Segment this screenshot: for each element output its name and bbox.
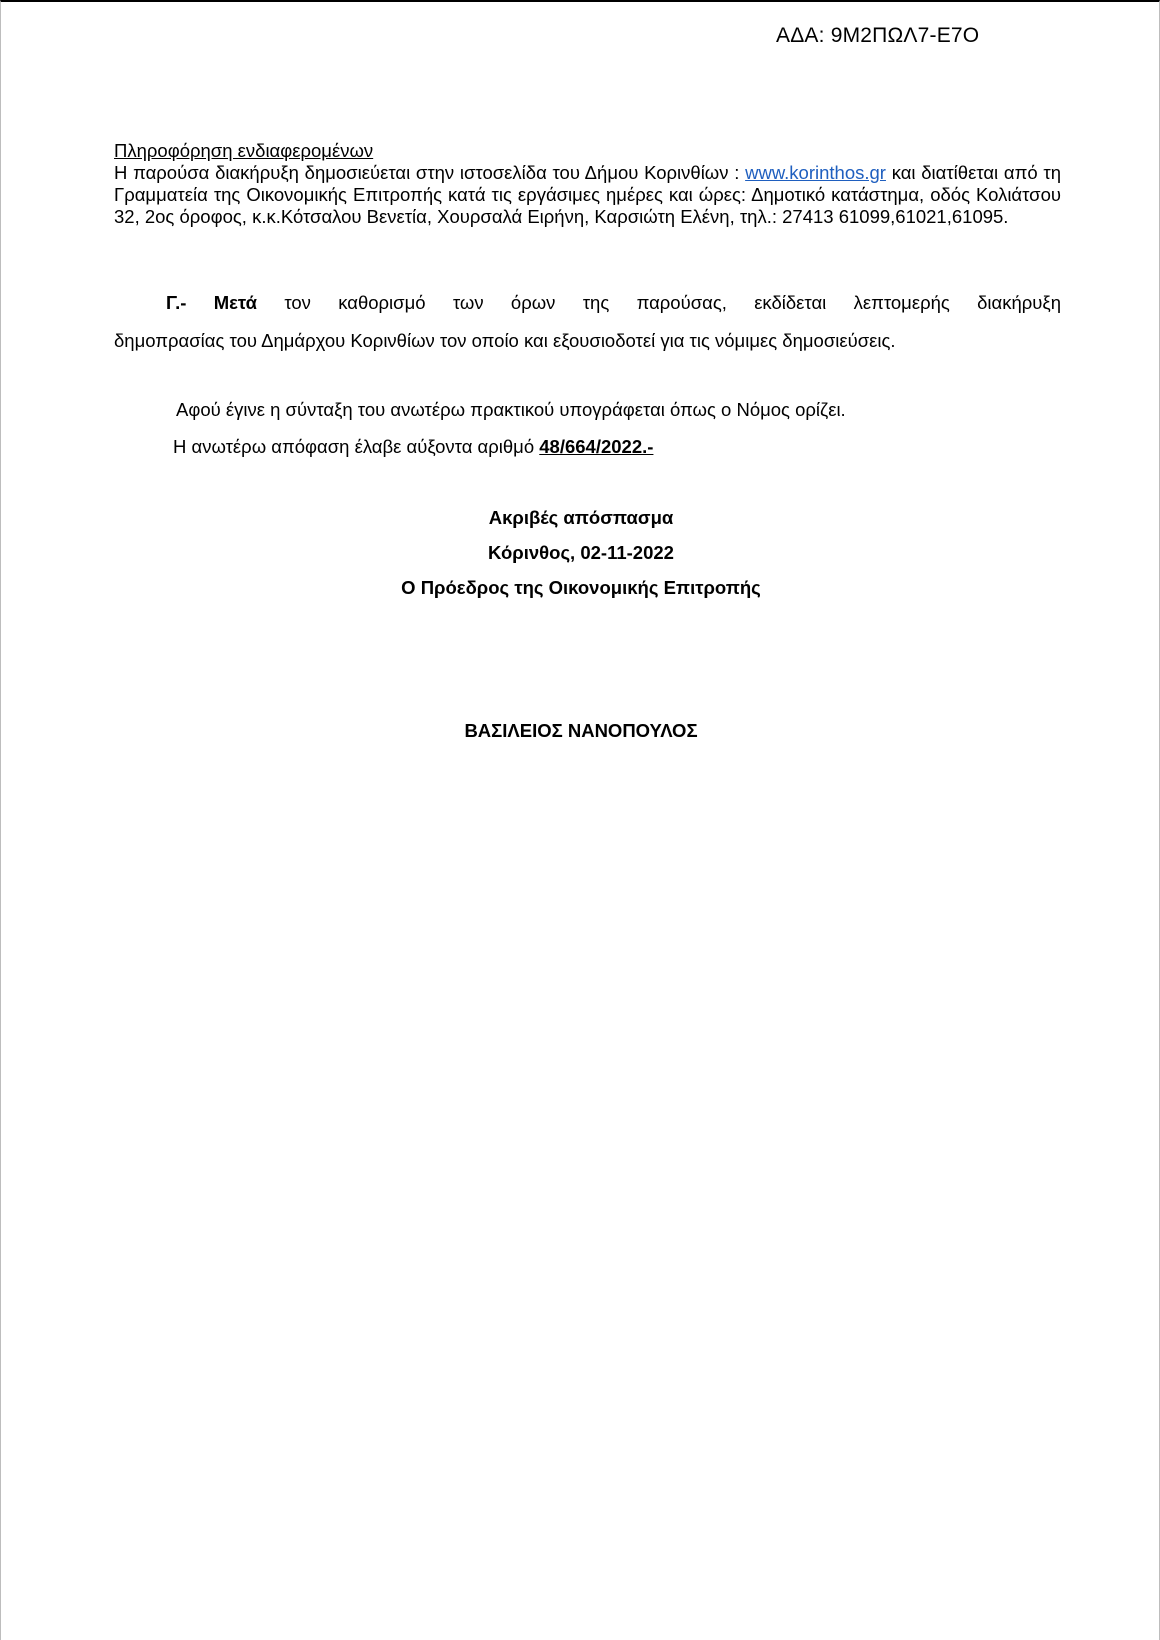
section-g-first-line: [114, 284, 1061, 322]
extract-label: Ακριβές απόσπασμα: [488, 507, 674, 528]
decision-line: [173, 436, 653, 458]
president-role: Ο Πρόεδρος της Οικονομικής Επιτροπής: [401, 577, 761, 598]
section-g-line2: δημοπρασίας του Δημάρχου Κορινθίων τον οποίο και εξουσιοδοτεί για τις νόμιμες δημοσιεύσεις.: [114, 330, 896, 351]
signature-statement: Αφού έγινε η σύνταξη του ανωτέρω πρακτικού υπογράφεται όπως ο Νόμος ορίζει.: [176, 399, 846, 420]
section-g-paragraph: [114, 284, 1061, 360]
decision-number: 48/664/2022.-: [539, 436, 654, 457]
info-text-before-link: Η παρούσα διακήρυξη δημοσιεύεται στην ιστοσελίδα του Δήμου Κορινθίων :: [114, 162, 746, 183]
section-g-line1: τον καθορισμό των όρων της παρούσας, εκδίδεται λεπτομερής διακήρυξη: [257, 292, 1061, 313]
info-paragraph: [114, 140, 1061, 228]
info-title: Πληροφόρηση ενδιαφερομένων: [114, 140, 374, 161]
info-text-after-link: και διατίθεται από τη Γραμματεία της Οικονομικής Επιτροπής κατά τις εργάσιμες ημέρες και ώρες: Δημοτικό κατάστημα, οδός Κολιάτσου 32, 2ος όροφος, κ.κ.Κότσαλου Βενετία, Χουρσαλά Ειρήνη, Καρσιώτη Ελένη, τηλ.: 27413 61099,61021,61095.: [114, 162, 1061, 227]
section-g-label: Γ.- Μετά: [166, 292, 258, 313]
signatory-name: ΒΑΣΙΛΕΙΟΣ ΝΑΝΟΠΟΥΛΟΣ: [464, 720, 698, 741]
decision-text: Η ανωτέρω απόφαση έλαβε αύξοντα αριθμό: [173, 436, 540, 457]
place-date: Κόρινθος, 02-11-2022: [488, 542, 674, 563]
website-link[interactable]: www.korinthos.gr: [745, 162, 886, 183]
ada-code: ΑΔΑ: 9Μ2ΠΩΛ7-Ε7Ο: [776, 24, 980, 47]
